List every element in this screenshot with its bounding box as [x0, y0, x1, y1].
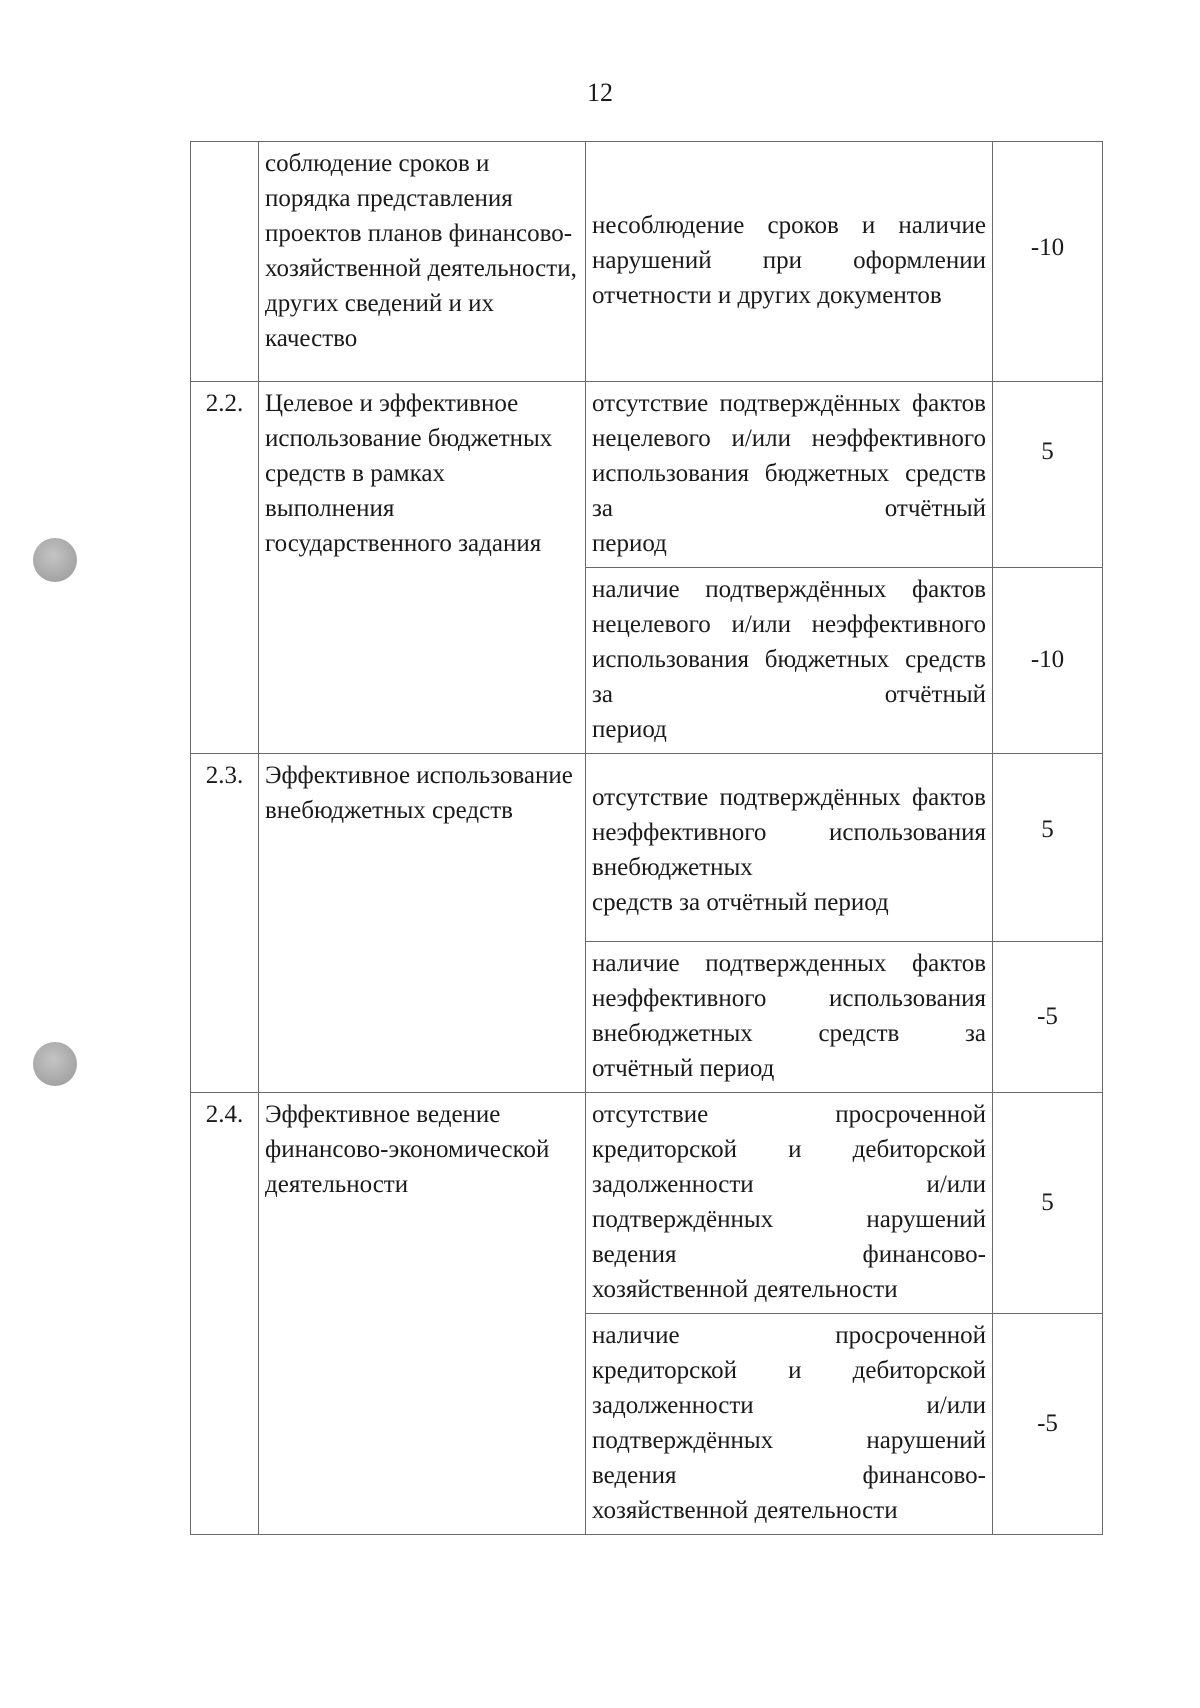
- criterion-text-lead: отсутствие подтверждённых фактов неэффективного использования внебюджетных: [592, 784, 986, 881]
- table-row: [191, 754, 1103, 942]
- table-row: [191, 142, 1103, 382]
- criterion-text: [586, 1314, 993, 1535]
- criterion-text-lead: отсутствие просроченной кредиторской и дебиторской задолженности и/или подтверждённых нарушений ведения финансово-: [592, 1101, 986, 1268]
- criterion-text-lead: несоблюдение сроков и наличие нарушений при оформлении: [592, 212, 986, 274]
- criterion-text-last: хозяйственной деятельности: [592, 1276, 898, 1303]
- criterion-score: 5: [993, 754, 1103, 942]
- punch-hole-bottom: [33, 1042, 77, 1086]
- criterion-text: [586, 754, 993, 942]
- row-description: Эффективное использование внебюджетных средств: [259, 754, 586, 1093]
- criterion-text: [586, 942, 993, 1093]
- criterion-text-lead: отсутствие подтверждённых фактов нецелевого и/или неэффективного использования бюджетных средств за отчётный: [592, 390, 986, 522]
- criterion-text-lead: наличие просроченной кредиторской и дебиторской задолженности и/или подтверждённых нарушений ведения финансово-: [592, 1322, 986, 1489]
- criterion-score: -10: [993, 568, 1103, 754]
- row-number: 2.3.: [191, 754, 259, 1093]
- criterion-text-last: хозяйственной деятельности: [592, 1497, 898, 1524]
- row-description: Эффективное ведение финансово-экономической деятельности: [259, 1093, 586, 1535]
- criterion-score: 5: [993, 1093, 1103, 1314]
- criterion-text: [586, 1093, 993, 1314]
- criterion-text: [586, 568, 993, 754]
- table-row: [191, 382, 1103, 568]
- criterion-text: [586, 382, 993, 568]
- criterion-text-lead: наличие подтверждённых фактов нецелевого и/или неэффективного использования бюджетных средств за отчётный: [592, 576, 986, 708]
- criteria-table-wrapper: [190, 141, 1103, 1535]
- row-description: соблюдение сроков и порядка представления проектов планов финансово-хозяйственной деятельности, других сведений и их качество: [259, 142, 586, 382]
- criterion-score: -5: [993, 1314, 1103, 1535]
- criterion-text-last: средств за отчётный период: [592, 889, 889, 916]
- row-number: [191, 142, 259, 382]
- page-number: 12: [587, 78, 613, 107]
- criterion-text-last: отчётный период: [592, 1055, 775, 1082]
- criteria-table: [190, 141, 1103, 1535]
- criterion-text: [586, 142, 993, 382]
- criterion-text-last: отчетности и других документов: [592, 282, 942, 309]
- criterion-text-lead: наличие подтвержденных фактов неэффективного использования внебюджетных средств за: [592, 950, 986, 1047]
- punch-hole-top: [33, 538, 77, 582]
- criterion-score: 5: [993, 382, 1103, 568]
- criterion-score: -10: [993, 142, 1103, 382]
- table-row: [191, 1093, 1103, 1314]
- row-number: 2.4.: [191, 1093, 259, 1535]
- criterion-score: -5: [993, 942, 1103, 1093]
- criterion-text-last: период: [592, 530, 667, 557]
- criterion-text-last: период: [592, 716, 667, 743]
- row-description: Целевое и эффективное использование бюджетных средств в рамках выполнения государственного задания: [259, 382, 586, 754]
- row-number: 2.2.: [191, 382, 259, 754]
